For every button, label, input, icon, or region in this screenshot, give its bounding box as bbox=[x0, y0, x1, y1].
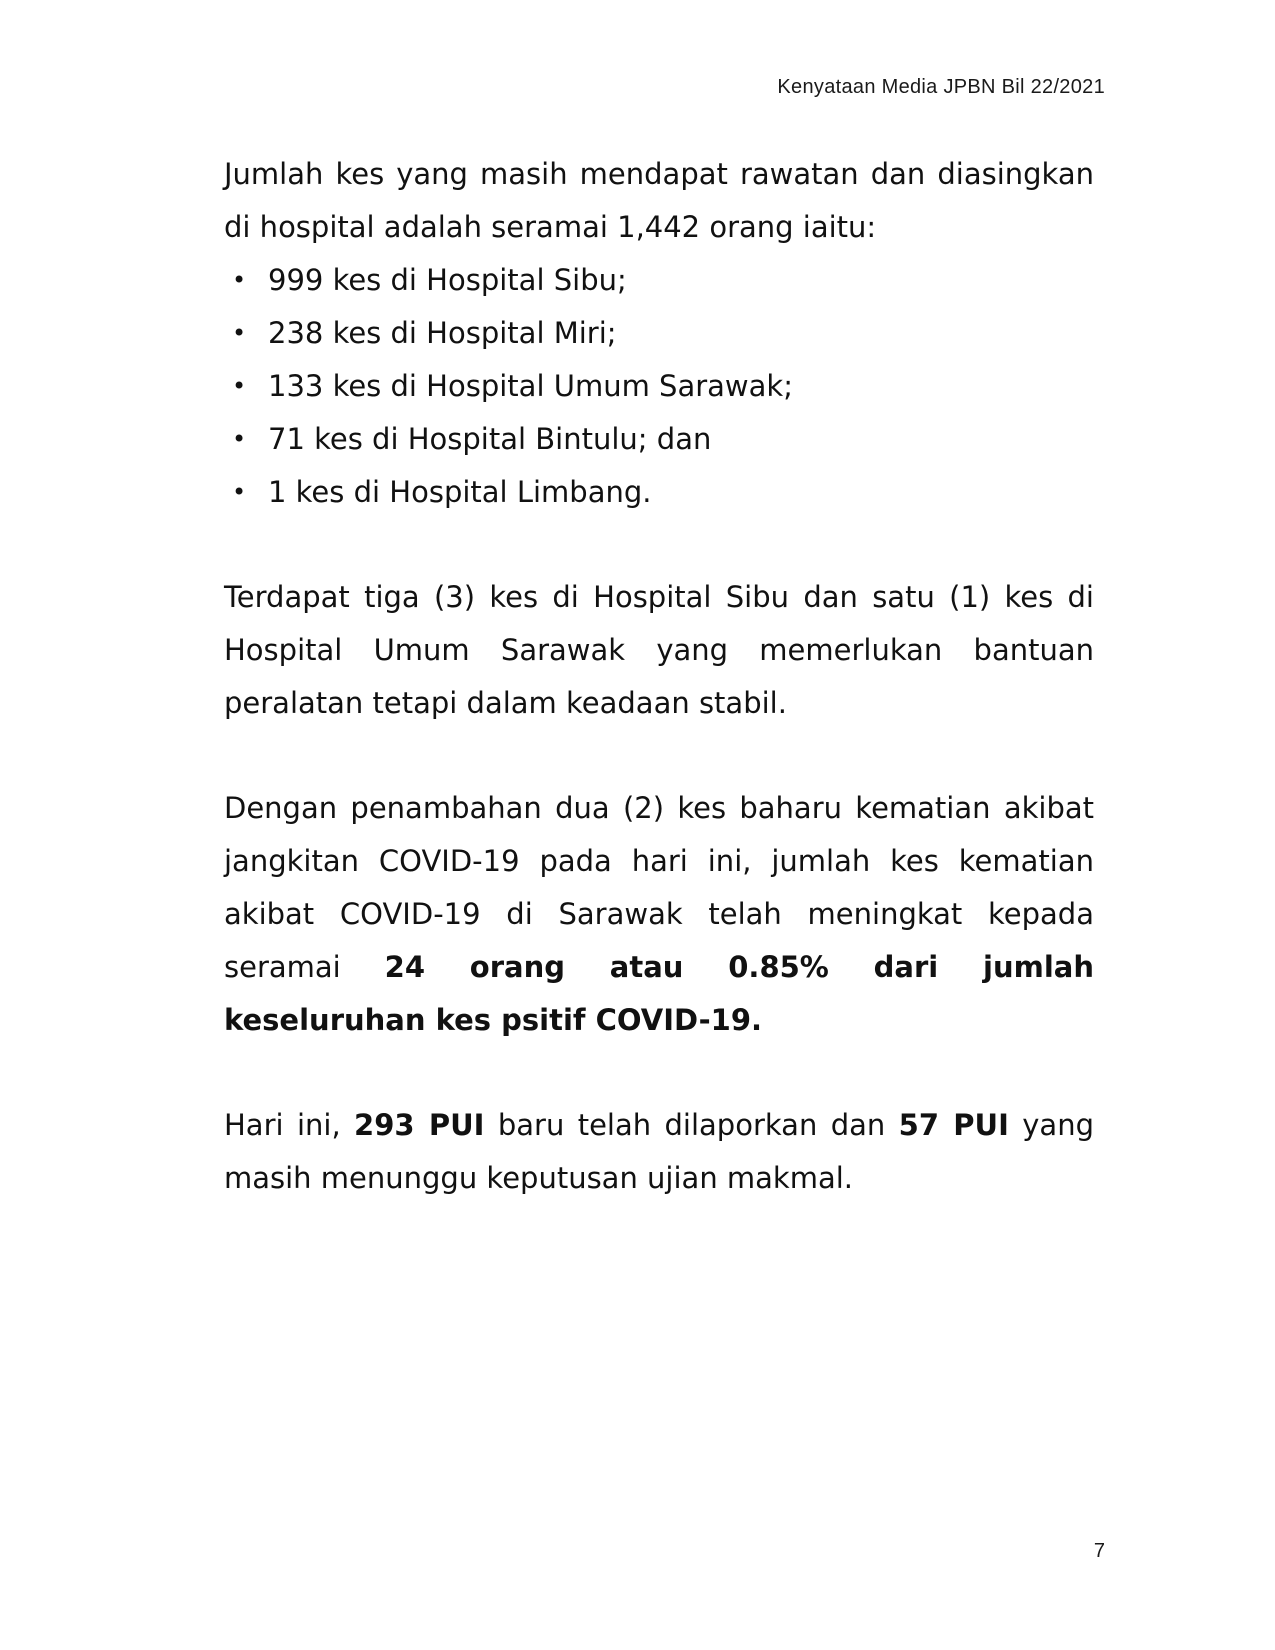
bullet-icon: • bbox=[232, 319, 247, 347]
pui-text-1: Hari ini, bbox=[224, 1108, 355, 1142]
list-item-text: 1 kes di Hospital Limbang. bbox=[268, 475, 652, 509]
death-cases-text: Dengan penambahan dua (2) kes baharu kematian akibat jangkitan COVID-19 pada hari ini, jumlah kes kematian akibat COVID-19 di Sarawak telah meningkat kepada seramai bbox=[224, 791, 1094, 984]
bullet-icon: • bbox=[232, 372, 247, 400]
document-body bbox=[224, 148, 1094, 1205]
pui-new-count: 293 PUI bbox=[354, 1108, 485, 1142]
list-item bbox=[224, 413, 1094, 466]
list-item bbox=[224, 466, 1094, 519]
list-item-text: 999 kes di Hospital Sibu; bbox=[268, 263, 627, 297]
pui-text-2: baru telah dilaporkan dan bbox=[484, 1108, 899, 1142]
paragraph-death-cases bbox=[224, 782, 1094, 1047]
list-item bbox=[224, 307, 1094, 360]
page-number: 7 bbox=[1093, 1540, 1105, 1562]
list-item bbox=[224, 254, 1094, 307]
hospital-case-list bbox=[224, 254, 1094, 519]
death-cases-bold: 24 orang atau 0.85% dari jumlah keseluruhan kes psitif COVID-19. bbox=[224, 950, 1094, 1037]
list-item bbox=[224, 360, 1094, 413]
document-header: Kenyataan Media JPBN Bil 22/2021 bbox=[777, 76, 1105, 98]
pui-text-3: yang masih menunggu keputusan ujian makmal. bbox=[224, 1108, 1094, 1195]
paragraph-equipment-cases: Terdapat tiga (3) kes di Hospital Sibu dan satu (1) kes di Hospital Umum Sarawak yang memerlukan bantuan peralatan tetapi dalam keadaan stabil. bbox=[224, 580, 1094, 720]
paragraph-pui bbox=[224, 1099, 1094, 1205]
list-item-text: 133 kes di Hospital Umum Sarawak; bbox=[268, 369, 793, 403]
paragraph-total-cases: Jumlah kes yang masih mendapat rawatan dan diasingkan di hospital adalah seramai 1,442 orang iaitu: bbox=[224, 157, 1094, 244]
bullet-icon: • bbox=[232, 478, 247, 506]
list-item-text: 238 kes di Hospital Miri; bbox=[268, 316, 617, 350]
bullet-icon: • bbox=[232, 425, 247, 453]
pui-pending-count: 57 PUI bbox=[898, 1108, 1009, 1142]
bullet-icon: • bbox=[232, 266, 247, 294]
list-item-text: 71 kes di Hospital Bintulu; dan bbox=[268, 422, 712, 456]
